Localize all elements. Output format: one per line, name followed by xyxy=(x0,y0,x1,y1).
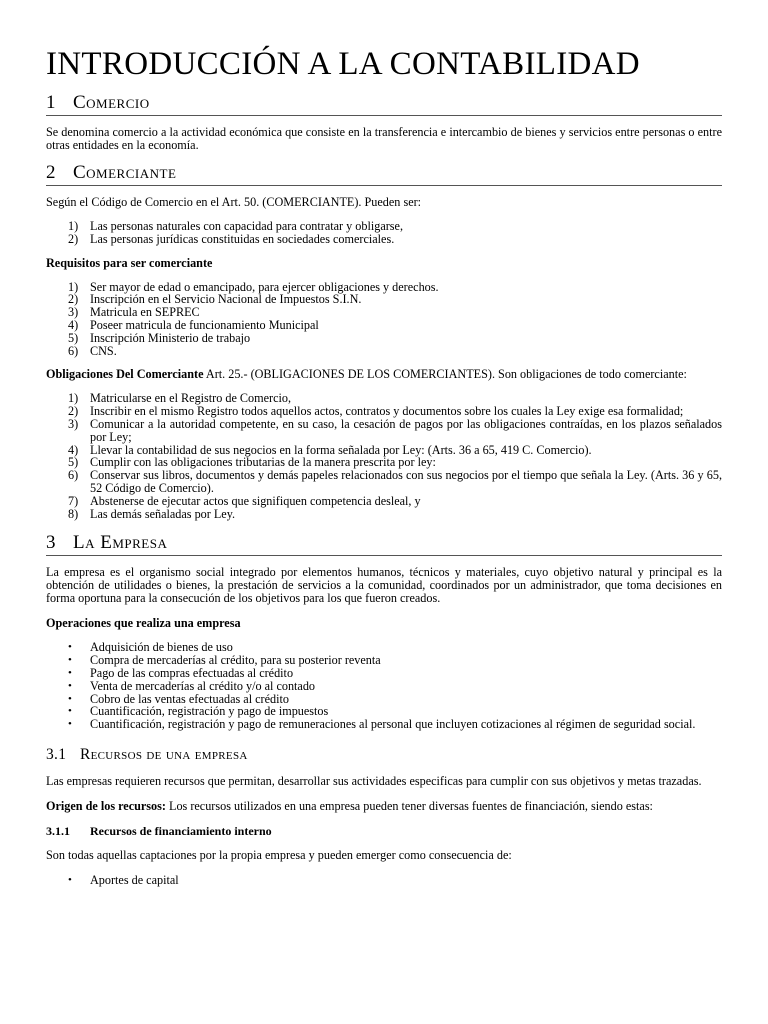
list-item-text: Inscripción Ministerio de trabajo xyxy=(90,330,251,345)
list-item xyxy=(46,469,722,495)
bullet-icon: • xyxy=(68,705,72,718)
financiamiento-list xyxy=(46,874,722,887)
list-item xyxy=(46,319,722,332)
list-item-text: Cuantificación, registración y pago de remuneraciones al personal que incluyen cotizaciones al régimen de seguridad social. xyxy=(90,717,696,732)
list-item xyxy=(46,718,722,731)
comercio-paragraph: Se denomina comercio a la actividad económica que consiste en la transferencia e intercambio de bienes y servicios entre personas o entre otras entidades en la economía. xyxy=(46,125,722,152)
list-marker: 7) xyxy=(68,493,79,508)
section-number: 1 xyxy=(46,92,56,113)
list-item xyxy=(46,680,722,693)
bullet-icon: • xyxy=(68,679,72,692)
list-item-text: Inscribir en el mismo Registro todos aquellos actos, contratos y documentos sobre los cuales la Ley exige esa formalidad; xyxy=(90,404,684,419)
bullet-icon: • xyxy=(68,873,72,886)
list-item-text: Conservar sus libros, documentos y demás papeles relacionados con sus negocios por el tiempo que señala la Ley. (Arts. 36 y 65, 52 Código de Comercio). xyxy=(90,468,722,495)
subsection-number: 3.1 xyxy=(46,745,67,763)
bullet-icon: • xyxy=(68,718,72,731)
obligaciones-label: Obligaciones Del Comerciante xyxy=(46,367,204,382)
list-marker: 3) xyxy=(68,416,79,431)
subsubsection-title: Recursos de financiamiento interno xyxy=(90,823,272,838)
list-item-text: Compra de mercaderías al crédito, para su posterior reventa xyxy=(90,653,381,668)
list-marker: 4) xyxy=(68,317,79,332)
list-marker: 2) xyxy=(68,404,79,419)
list-marker: 2) xyxy=(68,292,79,307)
list-item xyxy=(46,233,722,246)
list-marker: 1) xyxy=(68,391,79,406)
operaciones-title: Operaciones que realiza una empresa xyxy=(46,616,241,631)
section-heading-comerciante xyxy=(46,162,722,186)
section-heading-comercio xyxy=(46,92,722,116)
subsection-title: Recursos de una empresa xyxy=(80,745,248,763)
list-marker: 1) xyxy=(68,279,79,294)
list-item-text: Poseer matricula de funcionamiento Municipal xyxy=(90,317,319,332)
origen-paragraph xyxy=(46,800,722,813)
list-item-text: Matricula en SEPREC xyxy=(90,305,200,320)
empresa-paragraph: La empresa es el organismo social integrado por elementos humanos, técnicos y materiales, cuyo objetivo natural y principal es la obtención de utilidades o bienes, la prestación de servicios a la comunidad, coordinados por un administrador, que toma decisiones en forma oportuna para la consecución de los objetivos para los que fueron creados. xyxy=(46,565,722,606)
list-item xyxy=(46,667,722,680)
list-marker: 3) xyxy=(68,305,79,320)
section-heading-empresa xyxy=(46,532,722,556)
list-marker: 8) xyxy=(68,506,79,521)
list-item xyxy=(46,495,722,508)
list-marker: 5) xyxy=(68,455,79,470)
section-title: Comercio xyxy=(73,92,150,113)
list-marker: 4) xyxy=(68,442,79,457)
subsection-heading-recursos xyxy=(46,745,722,765)
list-item-text: Las personas jurídicas constituidas en sociedades comerciales. xyxy=(90,231,395,246)
list-item xyxy=(46,332,722,345)
list-item-text: Comunicar a la autoridad competente, en su caso, la cesación de pagos por las obligaciones contraídas, en los plazos señalados por Ley; xyxy=(90,416,722,444)
subsubsection-heading-financiamiento xyxy=(46,824,722,839)
list-item-text: Venta de mercaderías al crédito y/o al contado xyxy=(90,678,316,693)
list-item-text: Abstenerse de ejecutar actos que signifiquen competencia desleal, y xyxy=(90,493,421,508)
list-item xyxy=(46,345,722,358)
origen-label: Origen de los recursos: xyxy=(46,798,166,813)
list-item-text: Matricularse en el Registro de Comercio, xyxy=(90,391,292,406)
bullet-icon: • xyxy=(68,654,72,667)
financiamiento-paragraph: Son todas aquellas captaciones por la propia empresa y pueden emerger como consecuencia de: xyxy=(46,847,512,862)
requisitos-list xyxy=(46,281,722,358)
list-item-text: Cobro de las ventas efectuadas al crédito xyxy=(90,691,289,706)
section-title: La Empresa xyxy=(73,532,168,554)
list-item xyxy=(46,508,722,521)
bullet-icon: • xyxy=(68,641,72,654)
bullet-icon: • xyxy=(68,666,72,679)
list-marker: 2) xyxy=(68,231,79,246)
section-number: 3 xyxy=(46,532,56,554)
section-number: 2 xyxy=(46,162,56,183)
list-item-text: Las demás señaladas por Ley. xyxy=(90,506,236,521)
list-item-text: Cuantificación, registración y pago de impuestos xyxy=(90,704,329,719)
recursos-paragraph: Las empresas requieren recursos que permitan, desarrollar sus actividades especificas para cumplir con sus objetivos y metas trazadas. xyxy=(46,773,702,788)
obligaciones-paragraph xyxy=(46,368,722,381)
list-marker: 6) xyxy=(68,343,79,358)
obligaciones-text: Art. 25.- (OBLIGACIONES DE LOS COMERCIANTES). Son obligaciones de todo comerciante: xyxy=(203,367,687,382)
obligaciones-list xyxy=(46,392,722,520)
bullet-icon: • xyxy=(68,692,72,705)
origen-text: Los recursos utilizados en una empresa pueden tener diversas fuentes de financiación, siendo estas: xyxy=(165,798,653,813)
operaciones-list xyxy=(46,641,722,731)
comerciante-intro: Según el Código de Comercio en el Art. 50. (COMERCIANTE). Pueden ser: xyxy=(46,195,422,209)
comerciante-types-list xyxy=(46,220,722,246)
list-item xyxy=(46,874,722,887)
list-item-text: Inscripción en el Servicio Nacional de Impuestos S.I.N. xyxy=(90,292,362,307)
document-title: INTRODUCCIÓN A LA CONTABILIDAD xyxy=(46,46,640,82)
list-item-text: Cumplir con las obligaciones tributarias de la manera prescrita por ley: xyxy=(90,455,436,470)
list-item-text: Llevar la contabilidad de sus negocios en la forma señalada por Ley: (Arts. 36 a 65, 419 C. Comercio). xyxy=(90,442,592,457)
list-marker: 6) xyxy=(68,468,79,483)
list-item-text: Adquisición de bienes de uso xyxy=(90,640,233,655)
list-marker: 1) xyxy=(68,219,79,233)
section-title: Comerciante xyxy=(73,162,177,183)
subsubsection-number: 3.1.1 xyxy=(46,823,70,838)
list-item xyxy=(46,418,722,444)
list-item-text: Aportes de capital xyxy=(90,872,179,887)
list-item xyxy=(46,220,722,233)
list-item-text: CNS. xyxy=(90,343,117,358)
list-item-text: Pago de las compras efectuadas al crédito xyxy=(90,665,294,680)
list-item-text: Ser mayor de edad o emancipado, para ejercer obligaciones y derechos. xyxy=(90,279,439,294)
requisitos-title: Requisitos para ser comerciante xyxy=(46,255,213,270)
list-marker: 5) xyxy=(68,330,79,345)
list-item-text: Las personas naturales con capacidad para contratar y obligarse, xyxy=(90,219,404,233)
